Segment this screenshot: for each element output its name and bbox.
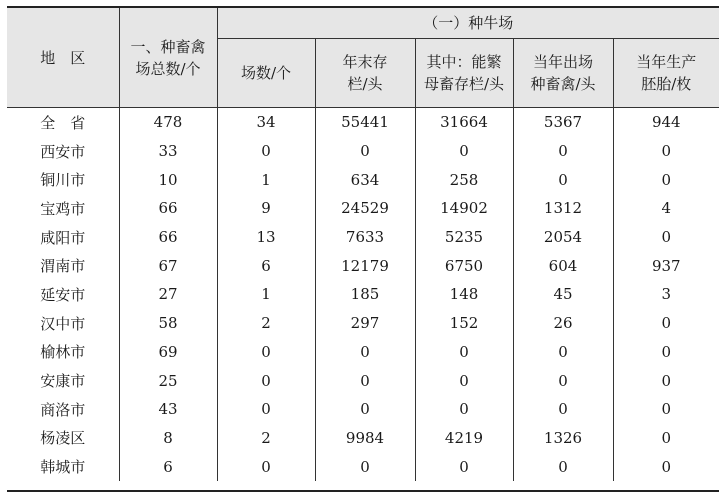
embryos-cell: 944 (613, 108, 719, 137)
header-total-farms-label: 一、种畜禽 场总数/个 (130, 37, 206, 78)
embryos-cell: 0 (613, 309, 719, 338)
table-row (7, 137, 719, 166)
embryos-cell: 0 (613, 137, 719, 166)
breeding-females-cell: 0 (415, 395, 513, 424)
header-year-end-stock (315, 39, 415, 108)
year-end-stock-cell: 0 (315, 137, 415, 166)
year-end-stock-cell: 24529 (315, 194, 415, 223)
region-cell: 渭南市 (40, 257, 86, 276)
embryos-cell: 0 (613, 223, 719, 252)
breeding-females-cell: 4219 (415, 424, 513, 453)
outbound-breeding-cell: 0 (513, 452, 613, 481)
table-row (7, 194, 719, 223)
region-cell: 延安市 (40, 285, 86, 304)
total-farms-cell: 10 (119, 165, 217, 194)
farm-count-cell: 0 (217, 366, 315, 395)
header-region (7, 8, 119, 108)
region-cell: 杨凌区 (40, 429, 86, 448)
breeding-females-cell: 0 (415, 366, 513, 395)
table-row (7, 424, 719, 453)
total-farms-cell: 67 (119, 251, 217, 280)
table-row (7, 452, 719, 481)
region-cell: 咸阳市 (40, 228, 86, 247)
table-row (7, 223, 719, 252)
breeding-females-cell: 148 (415, 280, 513, 309)
total-farms-cell: 66 (119, 223, 217, 252)
header-outbound-breeding-label: 当年出场 种畜禽/头 (530, 53, 596, 93)
header-breeding-females-label: 其中：能繁 母畜存栏/头 (423, 53, 505, 93)
table-row (7, 108, 719, 137)
outbound-breeding-cell: 2054 (513, 223, 613, 252)
breeding-females-cell: 5235 (415, 223, 513, 252)
farm-count-cell: 6 (217, 251, 315, 280)
table-row (7, 165, 719, 194)
header-cattle-farms-group (217, 8, 719, 39)
breeding-females-cell: 31664 (415, 108, 513, 137)
farm-count-cell: 13 (217, 223, 315, 252)
embryos-cell: 0 (613, 165, 719, 194)
region-cell: 商洛市 (40, 400, 86, 419)
embryos-cell: 3 (613, 280, 719, 309)
farm-count-cell: 0 (217, 452, 315, 481)
header-outbound-breeding (513, 39, 613, 108)
year-end-stock-cell: 7633 (315, 223, 415, 252)
header-region-label: 地 区 (40, 48, 86, 67)
table-row (7, 280, 719, 309)
region-cell: 榆林市 (40, 343, 86, 362)
embryos-cell: 4 (613, 194, 719, 223)
region-cell: 全 省 (40, 113, 86, 132)
year-end-stock-cell: 0 (315, 366, 415, 395)
total-farms-cell: 27 (119, 280, 217, 309)
year-end-stock-cell: 634 (315, 165, 415, 194)
header-group-label: （一）种牛场 (423, 14, 514, 32)
region-cell: 西安市 (40, 142, 86, 161)
outbound-breeding-cell: 1326 (513, 424, 613, 453)
breeding-females-cell: 258 (415, 165, 513, 194)
farm-count-cell: 2 (217, 309, 315, 338)
header-farm-count-label: 场数/个 (240, 64, 292, 82)
outbound-breeding-cell: 0 (513, 366, 613, 395)
outbound-breeding-cell: 26 (513, 309, 613, 338)
breeding-females-cell: 0 (415, 137, 513, 166)
outbound-breeding-cell: 5367 (513, 108, 613, 137)
header-farm-count (217, 39, 315, 108)
outbound-breeding-cell: 1312 (513, 194, 613, 223)
total-farms-cell: 58 (119, 309, 217, 338)
table-row (7, 309, 719, 338)
total-farms-cell: 25 (119, 366, 217, 395)
total-farms-cell: 6 (119, 452, 217, 481)
table-row (7, 251, 719, 280)
outbound-breeding-cell: 0 (513, 338, 613, 367)
breeding-females-cell: 0 (415, 338, 513, 367)
region-cell: 宝鸡市 (40, 199, 86, 218)
year-end-stock-cell: 12179 (315, 251, 415, 280)
embryos-cell: 0 (613, 424, 719, 453)
outbound-breeding-cell: 0 (513, 395, 613, 424)
table-row (7, 366, 719, 395)
total-farms-cell: 66 (119, 194, 217, 223)
year-end-stock-cell: 9984 (315, 424, 415, 453)
farm-count-cell: 0 (217, 338, 315, 367)
year-end-stock-cell: 0 (315, 338, 415, 367)
year-end-stock-cell: 55441 (315, 108, 415, 137)
outbound-breeding-cell: 0 (513, 137, 613, 166)
total-farms-cell: 69 (119, 338, 217, 367)
region-cell: 安康市 (40, 372, 86, 391)
farm-count-cell: 2 (217, 424, 315, 453)
total-farms-cell: 8 (119, 424, 217, 453)
farm-count-cell: 1 (217, 280, 315, 309)
header-breeding-females (415, 39, 513, 108)
year-end-stock-cell: 185 (315, 280, 415, 309)
header-total-farms (119, 8, 217, 108)
farm-count-cell: 1 (217, 165, 315, 194)
outbound-breeding-cell: 0 (513, 165, 613, 194)
year-end-stock-cell: 297 (315, 309, 415, 338)
outbound-breeding-cell: 604 (513, 251, 613, 280)
header-embryos-label: 当年生产 胚胎/枚 (636, 53, 697, 93)
farm-count-cell: 34 (217, 108, 315, 137)
table-body (7, 108, 719, 481)
bottom-rule (7, 490, 719, 492)
embryos-cell: 0 (613, 338, 719, 367)
header-embryos (613, 39, 719, 108)
embryos-cell: 0 (613, 452, 719, 481)
total-farms-cell: 478 (119, 108, 217, 137)
breeding-females-cell: 6750 (415, 251, 513, 280)
total-farms-cell: 33 (119, 137, 217, 166)
year-end-stock-cell: 0 (315, 452, 415, 481)
farm-count-cell: 0 (217, 137, 315, 166)
breeding-females-cell: 0 (415, 452, 513, 481)
region-cell: 汉中市 (40, 314, 86, 333)
embryos-cell: 0 (613, 395, 719, 424)
outbound-breeding-cell: 45 (513, 280, 613, 309)
breeding-females-cell: 14902 (415, 194, 513, 223)
breeding-females-cell: 152 (415, 309, 513, 338)
farm-count-cell: 9 (217, 194, 315, 223)
header-year-end-stock-label: 年末存 栏/头 (342, 53, 388, 93)
region-cell: 铜川市 (40, 171, 86, 190)
table-row (7, 338, 719, 367)
total-farms-cell: 43 (119, 395, 217, 424)
embryos-cell: 0 (613, 366, 719, 395)
region-cell: 韩城市 (40, 458, 86, 477)
embryos-cell: 937 (613, 251, 719, 280)
breeding-farm-table (7, 8, 719, 481)
table-row (7, 395, 719, 424)
year-end-stock-cell: 0 (315, 395, 415, 424)
farm-count-cell: 0 (217, 395, 315, 424)
